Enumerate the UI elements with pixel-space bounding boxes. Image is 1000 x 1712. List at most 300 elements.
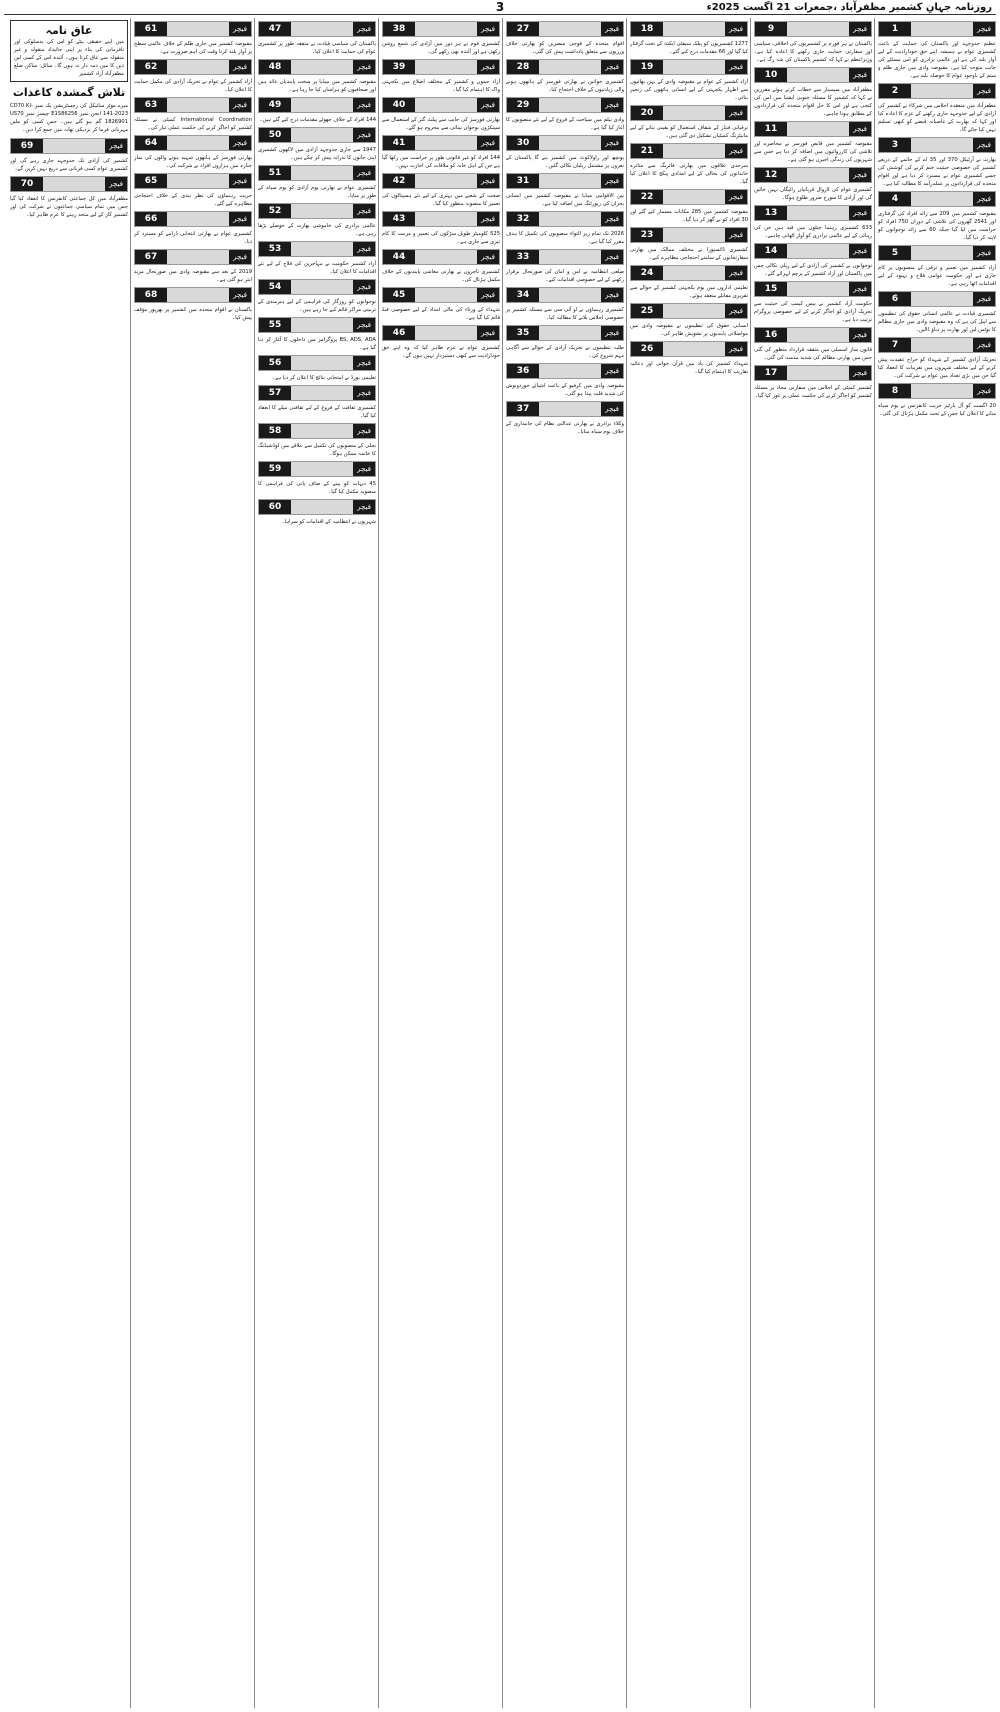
caption-tag: فیچر: [973, 338, 995, 352]
article-column: [878, 18, 996, 1708]
item-text: کشمیری عوام کی لازوال قربانیاں رائیگاں نہیں جائیں گی اور آزادی کا سورج ضرور طلوع ہوگا۔: [754, 187, 872, 201]
item-caption-bar: [878, 337, 996, 353]
article-column: [382, 18, 500, 1708]
caption-tag: فیچر: [849, 244, 871, 258]
notice-body: میں اپنے حقیقی بیٹے کو اس کی بدسلوکی اور نافرمانی کی بناء پر اپنی جائیداد منقولہ و غیر منقولہ سے عاق کرتا ہوں۔ آئندہ اس کے کسی لین دین کا میں ذمہ دار نہ ہوں گا۔ سائل: ساکن ضلع مظفرآباد آزاد کشمیر: [14, 39, 124, 77]
item-caption-bar: [878, 291, 996, 307]
caption-tag: فیچر: [973, 384, 995, 398]
item-caption-bar: [506, 21, 624, 37]
item-text: پونچھ اور راولاکوٹ میں کشمیر بنے گا پاکستان کے نعروں پر مشتمل ریلیاں نکالی گئیں۔: [506, 155, 624, 169]
item-number: 26: [631, 342, 663, 356]
caption-tag: فیچر: [229, 60, 251, 74]
item-text: حکومت آزاد کشمیر نے بیس کیمپ کی حیثیت سے تحریک آزادی کو اجاگر کرنے کے لیے خصوصی پروگرام ترتیب دیا ہے۔: [754, 301, 872, 323]
item-number: 9: [755, 22, 787, 36]
item-text: آزاد کشمیر میں تعمیر و ترقی کے منصوبوں پر کام جاری ہے اور حکومت عوامی فلاح و بہبود کے لیے اقدامات اٹھا رہی ہے۔: [878, 265, 996, 287]
item-text: تحریک آزادی کشمیر کے شہداء کو خراج عقیدت پیش کرنے کے لیے مختلف شہروں میں تقریبات کا انعقاد کیا گیا جن میں بڑی تعداد میں عوام نے شرکت کی۔: [878, 357, 996, 379]
item-number: 17: [755, 366, 787, 380]
item-caption-bar: [878, 21, 996, 37]
item-text: 2026 تک تمام زیر التواء منصوبوں کی تکمیل کا ہدف مقرر کیا گیا ہے۔: [506, 231, 624, 245]
item-text: عظیم جدوجہد اور پاکستان کی حمایت کے باعث کشمیری عوام نے ہمیشہ اپنے حق خودارادیت کے لیے آواز بلند کی ہے اور عالمی برادری کو اس مسئلے کی جانب متوجہ کیا ہے۔ مقبوضہ وادی میں جاری ظلم و ستم کے باوجود عوام کا حوصلہ بلند ہے۔: [878, 41, 996, 79]
item-text: بین الاقوامی میڈیا نے مقبوضہ کشمیر میں انسانی بحران کی رپورٹنگ میں اضافہ کیا ہے۔: [506, 193, 624, 207]
item-caption-bar: [506, 325, 624, 341]
item-text: اقوام متحدہ کے فوجی مبصرین کو بھارتی خلاف ورزیوں سے متعلق یادداشت پیش کی گئی۔: [506, 41, 624, 55]
item-number: 63: [135, 98, 167, 112]
item-text: کشمیری تاجروں نے بھارتی معاشی پابندیوں کے خلاف مکمل ہڑتال کی۔: [382, 269, 500, 283]
item-caption-bar: [754, 281, 872, 297]
item-number: 47: [259, 22, 291, 36]
item-text: 2019 کے بعد سے مقبوضہ وادی میں صورتحال مزید ابتر ہو گئی ہے۔: [134, 269, 252, 283]
item-number: 5: [879, 246, 911, 260]
item-text: آزاد کشمیر کے عوام نے مقبوضہ وادی کے بہن بھائیوں سے اظہار یکجہتی کے لیے انسانی ہاتھوں کی زنجیر بنائی۔: [630, 79, 748, 101]
item-caption-bar: [878, 83, 996, 99]
item-text: ترقیاتی فنڈز کے شفاف استعمال کو یقینی بنانے کے لیے مانیٹرنگ کمیٹیاں تشکیل دی گئی ہیں۔: [630, 125, 748, 139]
item-caption-bar: [630, 303, 748, 319]
item-caption-bar: [258, 385, 376, 401]
caption-tag: فیچر: [725, 342, 747, 356]
item-number: 19: [631, 60, 663, 74]
item-number: 7: [879, 338, 911, 352]
caption-tag: فیچر: [725, 144, 747, 158]
item-number: 18: [631, 22, 663, 36]
article-column: [258, 18, 376, 1708]
lost-documents-title: تلاش گمشدہ کاغذات: [12, 86, 126, 99]
item-number: 58: [259, 424, 291, 438]
article-column: [754, 18, 872, 1708]
item-number: 22: [631, 190, 663, 204]
item-caption-bar: [258, 355, 376, 371]
item-caption-bar: [754, 205, 872, 221]
item-caption-bar: [754, 21, 872, 37]
item-number: 59: [259, 462, 291, 476]
caption-tag: فیچر: [353, 98, 375, 112]
column-divider: [626, 18, 627, 1708]
item-caption-bar: [754, 121, 872, 137]
item-number: 32: [507, 212, 539, 226]
item-caption-bar: [506, 97, 624, 113]
item-caption-bar: [878, 245, 996, 261]
item-text: کشمیری عوام نے بھارتی یوم آزادی کو یوم سیاہ کے طور پر منایا۔: [258, 185, 376, 199]
item-text: بھارتی فورسز کی جانب سے پیلٹ گنز کے استعمال سے سینکڑوں نوجوان بینائی سے محروم ہو گئے۔: [382, 117, 500, 131]
item-number: 12: [755, 168, 787, 182]
caption-tag: فیچر: [849, 366, 871, 380]
caption-tag: فیچر: [353, 242, 375, 256]
caption-tag: فیچر: [477, 98, 499, 112]
item-text: پاکستان نے اقوام متحدہ میں کشمیر پر بھرپور مؤقف پیش کیا۔: [134, 307, 252, 321]
column-divider: [502, 18, 503, 1708]
item-text: نوجوانوں کو روزگار کی فراہمی کے لیے ہنرمندی کے تربیتی مراکز قائم کیے جا رہے ہیں۔: [258, 299, 376, 313]
item-caption-bar: [878, 191, 996, 207]
item-number: 43: [383, 212, 415, 226]
item-caption-bar: [878, 383, 996, 399]
item-caption-bar: [134, 249, 252, 265]
caption-tag: فیچر: [353, 424, 375, 438]
caption-tag: فیچر: [849, 68, 871, 82]
caption-tag: فیچر: [601, 212, 623, 226]
item-text: 633 کشمیری رہنما جیلوں میں قید ہیں جن کی رہائی کے لیے عالمی برادری کو آواز اٹھانی چاہیے۔: [754, 225, 872, 239]
caption-tag: فیچر: [849, 328, 871, 342]
item-text: آزاد جموں و کشمیر کے مختلف اضلاع میں یکجہتی واک کا اہتمام کیا گیا۔: [382, 79, 500, 93]
caption-tag: فیچر: [601, 22, 623, 36]
article-column: [630, 18, 748, 1708]
item-text: قانون ساز اسمبلی میں متفقہ قرارداد منظور کی گئی جس میں بھارتی مظالم کی شدید مذمت کی گئی۔: [754, 347, 872, 361]
item-text: صحت کے شعبے میں بہتری کے لیے نئے ہسپتالوں کی تعمیر کا منصوبہ منظور کیا گیا۔: [382, 193, 500, 207]
item-caption-bar: [258, 317, 376, 333]
item-text: مقبوضہ کشمیر میں جاری ظلم کے خلاف عالمی سطح پر آواز بلند کرنا وقت کی اہم ضرورت ہے۔: [134, 41, 252, 55]
item-caption-bar: [134, 287, 252, 303]
caption-tag: فیچر: [229, 136, 251, 150]
caption-tag: فیچر: [229, 212, 251, 226]
item-caption-bar: [382, 21, 500, 37]
item-caption-bar: [630, 227, 748, 243]
caption-tag: فیچر: [601, 402, 623, 416]
caption-tag: فیچر: [601, 60, 623, 74]
item-text: BS, ADS, ADA پروگرامز میں داخلوں کا آغاز کر دیا گیا ہے۔: [258, 337, 376, 351]
caption-tag: فیچر: [725, 22, 747, 36]
item-number: 65: [135, 174, 167, 188]
item-number: 27: [507, 22, 539, 36]
item-number: 29: [507, 98, 539, 112]
item-number: 41: [383, 136, 415, 150]
item-caption-bar: [258, 97, 376, 113]
item-text: کشمیری خواتین نے بھارتی فورسز کے ہاتھوں ہونے والی زیادتیوں کے خلاف احتجاج کیا۔: [506, 79, 624, 93]
item-caption-bar: [630, 189, 748, 205]
caption-tag: فیچر: [849, 122, 871, 136]
item-caption-bar: [754, 243, 872, 259]
item-caption-bar: [134, 21, 252, 37]
item-text: کشمیر کی آزادی تک جدوجہد جاری رہے گی اور کشمیری عوام کسی قربانی سے دریغ نہیں کریں گے۔: [10, 158, 128, 172]
caption-tag: فیچر: [229, 98, 251, 112]
caption-tag: فیچر: [477, 326, 499, 340]
item-text: 20 اگست کو آل پارٹیز حریت کانفرنس نے یوم سیاہ منانے کا اعلان کیا جس کے تحت مکمل ہڑتال کی گئی۔: [878, 403, 996, 417]
item-caption-bar: [506, 401, 624, 417]
item-caption-bar: [506, 135, 624, 151]
item-number: 66: [135, 212, 167, 226]
item-text: بھارت نے آرٹیکل 370 اور 35 اے کے خاتمے کے ذریعے کشمیر کی خصوصی حیثیت ختم کرنے کی کوشش کی جسے کشمیری عوام نے مسترد کر دیا ہے اور اقوام متحدہ کی قراردادوں پر عملدرآمد کا مطالبہ کیا ہے۔: [878, 157, 996, 187]
item-caption-bar: [258, 203, 376, 219]
item-number: 60: [259, 500, 291, 514]
caption-tag: فیچر: [105, 139, 127, 153]
caption-tag: فیچر: [477, 22, 499, 36]
item-text: وادی نیلم میں سیاحت کے فروغ کے لیے نئے منصوبوں کا آغاز کیا گیا ہے۔: [506, 117, 624, 131]
column-divider: [130, 18, 131, 1708]
item-caption-bar: [258, 59, 376, 75]
item-number: 3: [879, 138, 911, 152]
caption-tag: فیچر: [353, 386, 375, 400]
item-caption-bar: [258, 165, 376, 181]
item-text: شہداء کشمیر کی یاد میں قرآن خوانی اور دعائیہ تقاریب کا اہتمام کیا گیا۔: [630, 361, 748, 375]
item-caption-bar: [754, 67, 872, 83]
item-text: مقبوضہ کشمیر میں 285 مکانات مسمار کیے گئے اور 30 افراد کو بے گھر کر دیا گیا۔: [630, 209, 748, 223]
item-caption-bar: [382, 287, 500, 303]
caption-tag: فیچر: [849, 168, 871, 182]
item-text: سرحدی علاقوں میں بھارتی فائرنگ سے متاثرہ خاندانوں کی بحالی کے لیے امدادی پیکج کا اعلان کیا گیا۔: [630, 163, 748, 185]
item-caption-bar: [134, 135, 252, 151]
item-text: 144 افراد کو غیر قانونی طور پر حراست میں رکھا گیا ہے جن کے اہل خانہ کو ملاقات کی اجازت نہیں۔: [382, 155, 500, 169]
caption-tag: فیچر: [849, 206, 871, 220]
item-number: 52: [259, 204, 291, 218]
item-text: کشمیری عوام نے عزم ظاہر کیا کہ وہ اپنے حق خودارادیت سے کبھی دستبردار نہیں ہوں گے۔: [382, 345, 500, 359]
item-number: 13: [755, 206, 787, 220]
item-caption-bar: [506, 173, 624, 189]
caption-tag: فیچر: [229, 22, 251, 36]
caption-tag: فیچر: [849, 282, 871, 296]
item-number: 42: [383, 174, 415, 188]
caption-tag: فیچر: [725, 60, 747, 74]
item-number: 70: [11, 177, 43, 191]
item-number: 10: [755, 68, 787, 82]
item-number: 68: [135, 288, 167, 302]
item-text: مقبوضہ کشمیر میں قابض فورسز نے محاصرے اور تلاشی کی کارروائیوں میں اضافہ کر دیا ہے جس سے شہریوں کی زندگی اجیرن ہو گئی ہے۔: [754, 141, 872, 163]
item-number: 54: [259, 280, 291, 294]
item-number: 20: [631, 106, 663, 120]
caption-tag: فیچر: [353, 500, 375, 514]
item-text: آزاد کشمیر حکومت نے مہاجرین کی فلاح کے لیے نئے اقدامات کا اعلان کیا۔: [258, 261, 376, 275]
item-number: 30: [507, 136, 539, 150]
item-caption-bar: [258, 127, 376, 143]
item-text: 45 دیہات کو پینے کے صاف پانی کی فراہمی کا منصوبہ مکمل کیا گیا۔: [258, 481, 376, 495]
item-text: طلبہ تنظیموں نے تحریک آزادی کے حوالے سے آگاہی مہم شروع کی۔: [506, 345, 624, 359]
column-divider: [750, 18, 751, 1708]
item-number: 45: [383, 288, 415, 302]
column-divider: [254, 18, 255, 1708]
item-caption-bar: [506, 59, 624, 75]
item-number: 28: [507, 60, 539, 74]
item-caption-bar: [134, 59, 252, 75]
caption-tag: فیچر: [725, 106, 747, 120]
article-column: [10, 18, 128, 1708]
caption-tag: فیچر: [725, 266, 747, 280]
caption-tag: فیچر: [601, 174, 623, 188]
item-caption-bar: [382, 325, 500, 341]
item-text: کشمیر کمیٹی کے اجلاس میں سفارتی محاذ پر مسئلہ کشمیر کو اجاگر کرنے کی حکمت عملی پر غور کیا گیا۔: [754, 385, 872, 399]
caption-tag: فیچر: [477, 174, 499, 188]
item-text: کشمیری ڈائسپورا نے مختلف ممالک میں بھارتی سفارتخانوں کے سامنے احتجاجی مظاہرے کیے۔: [630, 247, 748, 261]
item-number: 21: [631, 144, 663, 158]
item-caption-bar: [630, 143, 748, 159]
page-number: 3: [495, 0, 505, 14]
item-text: شہداء کے ورثاء کی مالی امداد کے لیے خصوصی فنڈ قائم کیا گیا ہے۔: [382, 307, 500, 321]
item-number: 34: [507, 288, 539, 302]
item-caption-bar: [754, 365, 872, 381]
caption-tag: فیچر: [601, 250, 623, 264]
item-number: 36: [507, 364, 539, 378]
caption-tag: فیچر: [477, 60, 499, 74]
caption-tag: فیچر: [353, 128, 375, 142]
item-caption-bar: [506, 211, 624, 227]
item-text: کشمیری قیادت نے عالمی انسانی حقوق کی تنظیموں سے اپیل کی ہے کہ وہ مقبوضہ وادی میں جاری مظالم کا نوٹس لیں اور بھارت پر دباؤ ڈالیں۔: [878, 311, 996, 333]
caption-tag: فیچر: [477, 250, 499, 264]
item-number: 67: [135, 250, 167, 264]
item-caption-bar: [506, 363, 624, 379]
item-caption-bar: [630, 21, 748, 37]
lost-documents-body: میرے موٹر سائیکل کی رجسٹریشن بک نمبر CD70 KI-141-2023 انجن نمبر E1S86256 چیسز نمبر US70 1826901 گم ہو گئے ہیں۔ جس کسی کو ملیں مہربانی فرما کر نزدیکی تھانہ میں جمع کرا دیں۔: [10, 103, 128, 133]
item-number: 33: [507, 250, 539, 264]
item-text: آزاد کشمیر کے عوام نے تحریک آزادی کی مکمل حمایت کا اعلان کیا۔: [134, 79, 252, 93]
item-number: 40: [383, 98, 415, 112]
caption-tag: فیچر: [353, 318, 375, 332]
item-caption-bar: [506, 249, 624, 265]
item-text: پاکستان کی سیاسی قیادت نے متفقہ طور پر کشمیری عوام کی حمایت کا اعلان کیا۔: [258, 41, 376, 55]
caption-tag: فیچر: [973, 192, 995, 206]
item-text: کشمیری عوام نے بھارتی انتخابی ڈرامے کو مسترد کر دیا۔: [134, 231, 252, 245]
item-number: 53: [259, 242, 291, 256]
item-caption-bar: [134, 173, 252, 189]
item-text: شہریوں نے انتظامیہ کے اقدامات کو سراہا۔: [281, 519, 376, 525]
item-text: 144 افراد کے خلاف جھوٹے مقدمات درج کیے گئے ہیں۔: [259, 117, 376, 123]
item-text: تعلیمی اداروں میں یوم یکجہتی کشمیر کے حوالے سے تقریری مقابلے منعقد ہوئے۔: [630, 285, 748, 299]
caption-tag: فیچر: [353, 462, 375, 476]
item-caption-bar: [630, 105, 748, 121]
item-number: 14: [755, 244, 787, 258]
item-number: 62: [135, 60, 167, 74]
item-text: وکلاء برادری نے بھارتی عدالتی نظام کی جانبداری کے خلاف یوم سیاہ منایا۔: [506, 421, 624, 435]
masthead-rule: [4, 14, 996, 15]
item-caption-bar: [382, 211, 500, 227]
item-text: انسانی حقوق کی تنظیموں نے مقبوضہ وادی میں مواصلاتی پابندیوں پر تشویش ظاہر کی۔: [630, 323, 748, 337]
item-number: 48: [259, 60, 291, 74]
caption-tag: فیچر: [229, 288, 251, 302]
article-column: [506, 18, 624, 1708]
caption-tag: فیچر: [725, 190, 747, 204]
item-caption-bar: [506, 287, 624, 303]
item-caption-bar: [382, 59, 500, 75]
item-caption-bar: [630, 341, 748, 357]
item-text: مظفرآباد میں کل جماعتی کانفرنس کا انعقاد کیا گیا جس میں تمام سیاسی جماعتوں نے شرکت کی اور کشمیر کاز کے لیے متحد رہنے کا عزم ظاہر کیا۔: [10, 196, 128, 218]
item-number: 23: [631, 228, 663, 242]
item-number: 69: [11, 139, 43, 153]
caption-tag: فیچر: [601, 98, 623, 112]
columns-container: [4, 18, 996, 1708]
item-number: 38: [383, 22, 415, 36]
item-caption-bar: [258, 461, 376, 477]
item-text: International Coordination کمیٹی نے مسئلہ کشمیر کو اجاگر کرنے کی حکمت عملی تیار کی۔: [134, 117, 252, 131]
item-number: 57: [259, 386, 291, 400]
item-text: نوجوانوں نے کشمیر کی آزادی کے لیے ریلی نکالی جس میں پاکستان اور آزاد کشمیر کے پرچم لہرائے گئے۔: [754, 263, 872, 277]
notice-title: عاق نامہ: [45, 24, 93, 37]
item-caption-bar: [258, 21, 376, 37]
item-text: مقبوضہ وادی میں کرفیو کے باعث اشیائے خوردونوش کی شدید قلت پیدا ہو گئی۔: [506, 383, 624, 397]
item-number: 35: [507, 326, 539, 340]
item-number: 15: [755, 282, 787, 296]
item-text: مظفرآباد میں سیمینار سے خطاب کرتے ہوئے مقررین نے کہا کہ کشمیر کا مسئلہ جنوبی ایشیا میں امن کی کنجی ہے اور اس کا حل اقوام متحدہ کی قراردادوں کے مطابق ہونا چاہیے۔: [754, 87, 872, 117]
caption-tag: فیچر: [973, 22, 995, 36]
item-number: 11: [755, 122, 787, 136]
item-text: پاکستان نے ہر فورم پر کشمیریوں کی اخلاقی، سیاسی اور سفارتی حمایت جاری رکھنے کا اعادہ کیا ہے۔ وزیراعظم نے کہا کہ کشمیر پاکستان کی شہ رگ ہے۔: [754, 41, 872, 63]
item-caption-bar: [134, 211, 252, 227]
caption-tag: فیچر: [601, 326, 623, 340]
item-number: 25: [631, 304, 663, 318]
item-caption-bar: [382, 249, 500, 265]
caption-tag: فیچر: [229, 250, 251, 264]
item-text: بجلی کے منصوبوں کی تکمیل سے علاقے میں لوڈشیڈنگ کا خاتمہ ممکن ہوگا۔: [258, 443, 376, 457]
item-text: ضلعی انتظامیہ نے امن و امان کی صورتحال برقرار رکھنے کے لیے خصوصی اقدامات کیے۔: [506, 269, 624, 283]
item-caption-bar: [878, 137, 996, 153]
caption-tag: فیچر: [725, 228, 747, 242]
item-number: 46: [383, 326, 415, 340]
item-text: کشمیری قوم نے ہر دور میں آزادی کی شمع روشن رکھی ہے اور آئندہ بھی رکھے گی۔: [382, 41, 500, 55]
item-number: 24: [631, 266, 663, 280]
item-caption-bar: [382, 97, 500, 113]
item-caption-bar: [754, 167, 872, 183]
article-column: [134, 18, 252, 1708]
item-caption-bar: [10, 138, 128, 154]
item-number: 55: [259, 318, 291, 332]
masthead-date: روزنامہ جہانِ کشمیر مظفرآباد ،جمعرات 21 اگست 2025ء: [706, 2, 992, 13]
caption-tag: فیچر: [973, 84, 995, 98]
item-number: 1: [879, 22, 911, 36]
item-caption-bar: [382, 135, 500, 151]
item-caption-bar: [258, 423, 376, 439]
item-number: 51: [259, 166, 291, 180]
caption-tag: فیچر: [601, 364, 623, 378]
disownment-notice: [10, 20, 128, 82]
item-number: 50: [259, 128, 291, 142]
caption-tag: فیچر: [477, 136, 499, 150]
item-text: 525 کلومیٹر طویل سڑکوں کی تعمیر و مرمت کا کام تیزی سے جاری ہے۔: [382, 231, 500, 245]
item-caption-bar: [10, 176, 128, 192]
caption-tag: فیچر: [353, 204, 375, 218]
item-text: 1277 کشمیریوں کو پبلک سیفٹی ایکٹ کے تحت گرفتار کیا گیا اور 66 مقدمات درج کیے گئے۔: [630, 41, 748, 55]
item-number: 37: [507, 402, 539, 416]
caption-tag: فیچر: [353, 60, 375, 74]
item-caption-bar: [754, 327, 872, 343]
item-caption-bar: [258, 499, 376, 515]
item-number: 4: [879, 192, 911, 206]
item-number: 16: [755, 328, 787, 342]
item-text: مقبوضہ کشمیر میں میڈیا پر سخت پابندیاں عائد ہیں اور صحافیوں کو ہراساں کیا جا رہا ہے۔: [258, 79, 376, 93]
caption-tag: فیچر: [353, 280, 375, 294]
caption-tag: فیچر: [477, 212, 499, 226]
item-text: حریت رہنماؤں کی نظر بندی کے خلاف احتجاجی مظاہرے کیے گئے۔: [134, 193, 252, 207]
item-number: 49: [259, 98, 291, 112]
caption-tag: فیچر: [353, 356, 375, 370]
column-divider: [378, 18, 379, 1708]
item-number: 2: [879, 84, 911, 98]
item-text: مظفرآباد میں منعقدہ اجلاس میں شرکاء نے کشمیر کی آزادی کے لیے جدوجہد جاری رکھنے کے عزم کا اعادہ کیا اور کہا کہ بھارت کے غاصبانہ قبضے کو کبھی تسلیم نہیں کیا جائے گا۔: [878, 103, 996, 133]
item-caption-bar: [630, 265, 748, 281]
caption-tag: فیچر: [973, 246, 995, 260]
item-text: 1947 سے جاری جدوجہد آزادی میں لاکھوں کشمیری اپنی جانوں کا نذرانہ پیش کر چکے ہیں۔: [258, 147, 376, 161]
item-number: 61: [135, 22, 167, 36]
caption-tag: فیچر: [849, 22, 871, 36]
item-caption-bar: [630, 59, 748, 75]
item-number: 8: [879, 384, 911, 398]
caption-tag: فیچر: [601, 136, 623, 150]
item-caption-bar: [134, 97, 252, 113]
caption-tag: فیچر: [725, 304, 747, 318]
caption-tag: فیچر: [477, 288, 499, 302]
item-text: کشمیری رہنماؤں نے او آئی سی سے مسئلہ کشمیر پر خصوصی اجلاس بلانے کا مطالبہ کیا۔: [506, 307, 624, 321]
caption-tag: فیچر: [353, 166, 375, 180]
item-text: کشمیری ثقافت کے فروغ کے لیے ثقافتی میلے کا انعقاد کیا گیا۔: [258, 405, 376, 419]
item-text: عالمی برادری کی خاموشی بھارت کے حوصلے بڑھا رہی ہے۔: [258, 223, 376, 237]
caption-tag: فیچر: [973, 138, 995, 152]
item-number: 6: [879, 292, 911, 306]
caption-tag: فیچر: [973, 292, 995, 306]
item-number: 56: [259, 356, 291, 370]
column-divider: [874, 18, 875, 1708]
item-number: 39: [383, 60, 415, 74]
item-number: 64: [135, 136, 167, 150]
item-caption-bar: [258, 279, 376, 295]
item-number: 44: [383, 250, 415, 264]
caption-tag: فیچر: [353, 22, 375, 36]
item-caption-bar: [382, 173, 500, 189]
item-text: مقبوضہ کشمیر میں 209 سے زائد افراد کی گرفتاری اور 2541 گھروں کی تلاشی کے دوران 750 افراد کو حراست میں لیا گیا جبکہ 60 سے زائد نوجوانوں کو لاپتہ کر دیا گیا۔: [878, 211, 996, 241]
caption-tag: فیچر: [229, 174, 251, 188]
item-caption-bar: [258, 241, 376, 257]
item-text: بھارتی فورسز کے ہاتھوں شہید ہونے والوں کی نماز جنازہ میں ہزاروں افراد نے شرکت کی۔: [134, 155, 252, 169]
